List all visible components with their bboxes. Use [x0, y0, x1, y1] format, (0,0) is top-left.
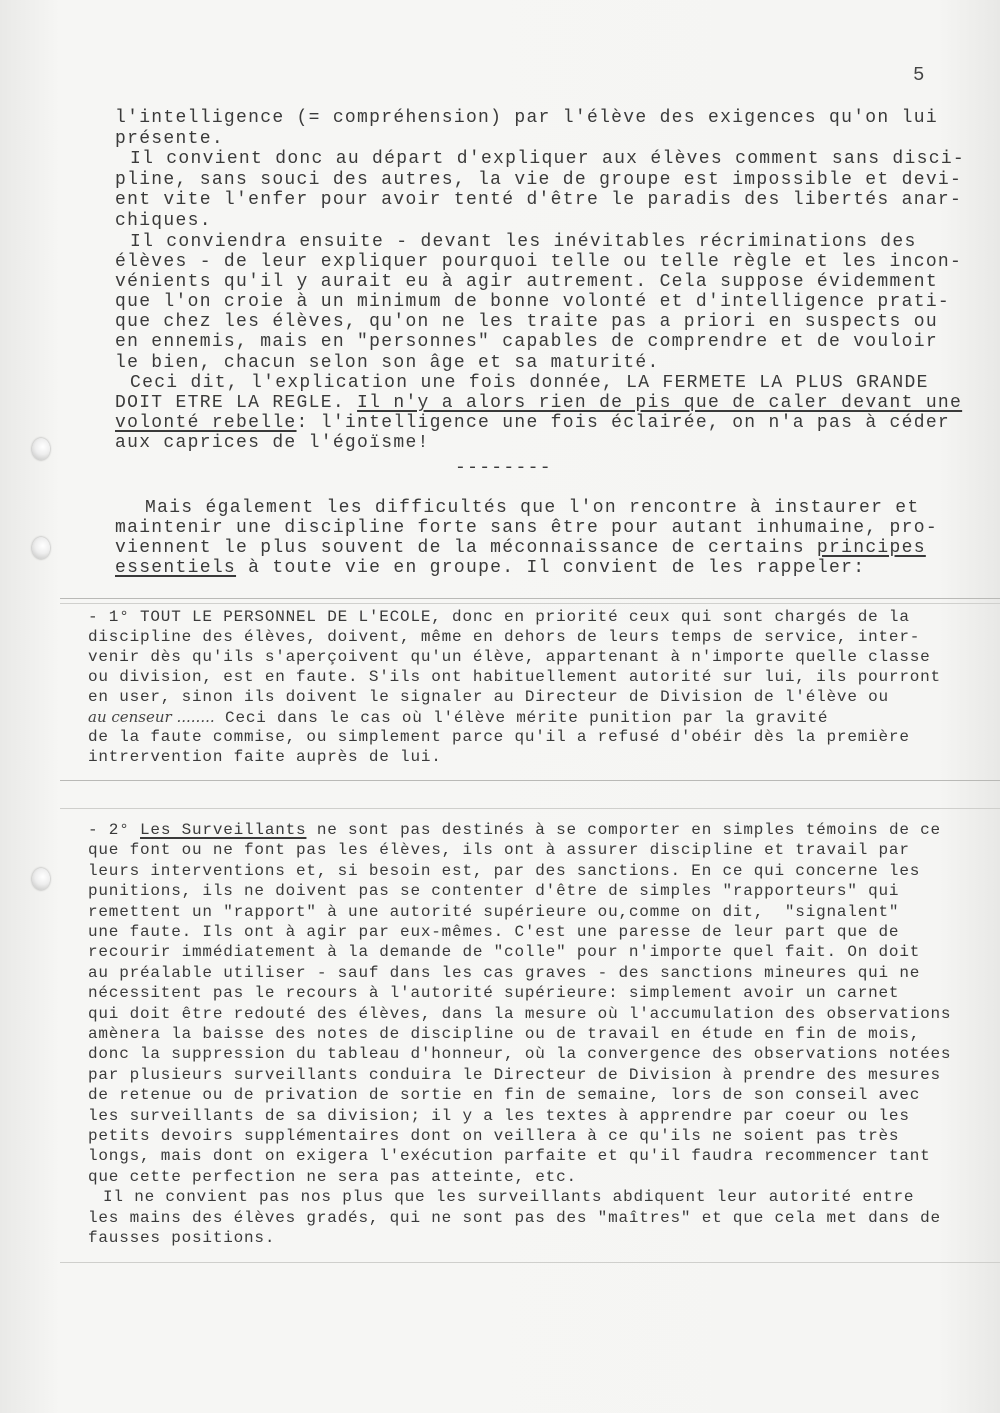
text-segment: venir dès qu'ils s'aperçoivent qu'un élève, appartenant à n'importe quelle classe — [88, 648, 931, 666]
text-line — [88, 707, 828, 728]
text-segment: - 1° TOUT LE PERSONNEL DE L'ECOLE, donc en priorité ceux qui sont chargés de la — [88, 608, 910, 626]
text-line — [115, 353, 660, 373]
punch-hole — [32, 438, 50, 460]
section-separator — [455, 458, 552, 478]
text-line — [115, 272, 938, 292]
text-line — [88, 1106, 910, 1126]
underlined-text: principes — [816, 538, 926, 558]
text-segment: Ceci dit, l'explication une fois donnée, LA FERMETE LA PLUS GRANDE — [130, 373, 929, 393]
text-segment: : l'intelligence une fois éclairée, on n'a pas à céder — [296, 413, 951, 433]
text-segment: fausses positions. — [88, 1229, 276, 1247]
text-segment: chiques. — [115, 211, 212, 231]
text-line — [88, 607, 910, 627]
text-line — [115, 211, 212, 231]
text-segment: par plusieurs surveillants conduira le Directeur de Division à prendre des mesures — [88, 1066, 941, 1084]
text-line — [88, 1208, 941, 1228]
text-segment: aux caprices de l'égoïsme! — [115, 433, 430, 453]
text-segment: amènera la baisse des notes de discipline ou de travail en étude en fin de mois, — [88, 1025, 921, 1043]
text-line — [145, 498, 920, 518]
text-line — [88, 983, 899, 1003]
text-segment: ne sont pas destinés à se comporter en simples témoins de ce — [306, 821, 941, 839]
underlined-text: Les Surveillants — [140, 821, 307, 839]
text-segment: l'intelligence (= compréhension) par l'élève des exigences qu'on lui — [115, 108, 938, 128]
divider — [60, 598, 1000, 599]
text-line — [88, 647, 931, 667]
text-segment: les mains des élèves gradés, qui ne sont pas des "maîtres" et que cela met dans de — [88, 1209, 941, 1227]
underlined-text: Il n'y a alors rien de pis que de caler devant une — [357, 393, 963, 413]
text-segment: ent vite l'enfer pour avoir tenté d'être le paradis des libertés anar- — [115, 190, 963, 210]
text-line — [115, 190, 962, 210]
text-line — [115, 170, 962, 190]
text-line — [103, 1187, 914, 1207]
text-segment: qui doit être redouté des élèves, dans la mesure où l'accumulation des observations — [88, 1005, 952, 1023]
text-segment: punitions, ils ne doivent pas se contenter d'être de simples "rapporteurs" qui — [88, 882, 900, 900]
text-line — [88, 942, 920, 962]
text-line — [130, 149, 965, 169]
text-line — [115, 393, 962, 413]
text-segment: en user, sinon ils doivent le signaler au Directeur de Division de l'élève ou — [88, 688, 889, 706]
text-line — [88, 727, 910, 747]
text-line — [88, 922, 899, 942]
text-segment: vénients qu'il y aurait eu à agir autrement. Cela suppose évidemment — [115, 272, 938, 292]
text-segment: remettent un "rapport" à une autorité supérieure ou,comme on dit, "signalent" — [88, 903, 900, 921]
text-segment: ou division, est en faute. S'ils ont habituellement autorité sur lui, ils pourront — [88, 668, 941, 686]
text-segment: que font ou ne font pas les élèves, ils ont à assurer discipline et travail par — [88, 841, 910, 859]
text-line — [88, 1228, 275, 1248]
text-line — [115, 538, 926, 558]
divider — [60, 808, 1000, 809]
text-line — [88, 1085, 920, 1105]
text-segment: le bien, chacun selon son âge et sa maturité. — [115, 353, 660, 373]
text-line — [88, 627, 920, 647]
text-line — [115, 413, 950, 433]
punch-hole — [32, 868, 50, 890]
text-line — [88, 1167, 577, 1187]
text-line — [115, 312, 938, 332]
text-segment: Il convient donc au départ d'expliquer aux élèves comment sans disci- — [130, 149, 966, 169]
text-segment: à toute vie en groupe. Il convient de les rappeler: — [236, 558, 866, 578]
punch-hole — [32, 537, 50, 559]
divider — [60, 780, 1000, 781]
text-segment: leurs interventions et, si besoin est, par des sanctions. En ce qui concerne les — [88, 862, 921, 880]
text-line — [88, 1004, 951, 1024]
text-segment: -------- — [455, 458, 552, 478]
text-segment: maintenir une discipline forte sans être pour autant inhumaine, pro- — [115, 518, 938, 538]
divider — [60, 1262, 1000, 1263]
text-line — [88, 820, 941, 840]
handwritten-annotation: au censeur ........ — [88, 708, 215, 726]
text-segment: que cette perfection ne sera pas atteinte, etc. — [88, 1168, 577, 1186]
text-line — [88, 1065, 941, 1085]
text-segment: nécessitent pas le recours à l'autorité supérieure: simplement avoir un carnet — [88, 984, 900, 1002]
text-line — [115, 518, 938, 538]
text-segment: une faute. Ils ont à agir par eux-mêmes. C'est une paresse de leur part que de — [88, 923, 900, 941]
text-segment: viennent le plus souvent de la méconnaissance de certains — [115, 538, 817, 558]
text-segment: en ennemis, mais en "personnes" capables de comprendre et de vouloir — [115, 332, 938, 352]
text-line — [88, 902, 899, 922]
text-line — [88, 1044, 951, 1064]
text-line — [115, 108, 938, 128]
text-segment: Il ne convient pas nos plus que les surveillants abdiquent leur autorité entre — [103, 1188, 915, 1206]
text-line — [88, 1146, 931, 1166]
text-line — [115, 252, 962, 272]
underlined-text: volonté rebelle — [115, 413, 297, 433]
text-segment: au préalable utiliser - sauf dans les cas graves - des sanctions mineures qui ne — [88, 964, 921, 982]
text-line — [115, 292, 950, 312]
text-segment: longs, mais dont on exigera l'exécution parfaite et qu'il faudra recommencer tant — [88, 1147, 931, 1165]
text-segment: présente. — [115, 129, 224, 149]
text-line — [115, 129, 224, 149]
text-line — [88, 1024, 920, 1044]
text-line — [130, 232, 917, 252]
text-line — [88, 963, 920, 983]
text-segment: élèves - de leur expliquer pourquoi telle ou telle règle et les incon- — [115, 252, 963, 272]
text-segment: petits devoirs supplémentaires dont on veillera à ce qu'ils ne soient pas très — [88, 1127, 900, 1145]
text-segment: que l'on croie à un minimum de bonne volonté et d'intelligence prati- — [115, 292, 951, 312]
text-line — [88, 1126, 899, 1146]
text-segment: donc la suppression du tableau d'honneur, où la convergence des observations notées — [88, 1045, 952, 1063]
text-segment: de retenue ou de privation de sortie en fin de semaine, lors de son conseil avec — [88, 1086, 921, 1104]
text-line — [88, 667, 941, 687]
text-line — [88, 687, 889, 707]
text-line — [88, 747, 442, 767]
text-line — [88, 881, 899, 901]
divider — [60, 603, 1000, 604]
text-segment: recourir immédiatement à la demande de "colle" pour n'importe quel fait. On doit — [88, 943, 921, 961]
page-number: 5 — [913, 64, 925, 86]
text-segment: - 2° — [88, 821, 141, 839]
text-line — [88, 840, 910, 860]
text-line — [88, 861, 920, 881]
text-segment: DOIT ETRE LA REGLE. — [115, 393, 358, 413]
underlined-text: essentiels — [115, 558, 237, 578]
text-segment: Il conviendra ensuite - devant les inévitables récriminations des — [130, 232, 917, 252]
text-segment: Ceci dans le cas où l'élève mérite punition par la gravité — [214, 709, 829, 727]
text-line — [115, 332, 938, 352]
text-segment: les surveillants de sa division; il y a les textes à apprendre par coeur ou les — [88, 1107, 910, 1125]
text-segment: que chez les élèves, qu'on ne les traite pas a priori en suspects ou — [115, 312, 938, 332]
text-segment: discipline des élèves, doivent, même en dehors de leurs temps de service, inter- — [88, 628, 921, 646]
text-line — [115, 558, 865, 578]
text-segment: Mais également les difficultés que l'on rencontre à instaurer et — [145, 498, 920, 518]
text-segment: intrervention faite auprès de lui. — [88, 748, 442, 766]
text-line — [130, 373, 929, 393]
text-segment: pline, sans souci des autres, la vie de groupe est impossible et devi- — [115, 170, 963, 190]
text-segment: de la faute commise, ou simplement parce qu'il a refusé d'obéir dès la première — [88, 728, 910, 746]
text-line — [115, 433, 430, 453]
